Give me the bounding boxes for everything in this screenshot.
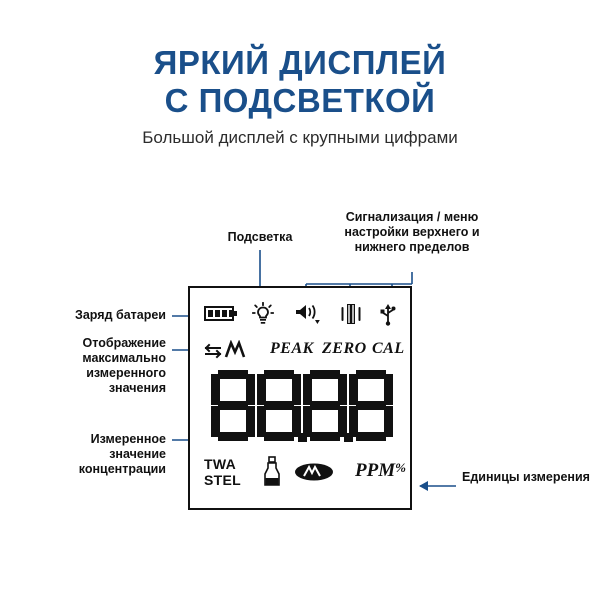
seven-segment-digit-4 <box>349 370 393 442</box>
zero-label: ZERO <box>322 340 367 357</box>
stel-label: STEL <box>204 472 241 488</box>
status-icon-row <box>190 300 414 334</box>
battery-icon <box>204 306 234 321</box>
page-subtitle: Большой дисплей с крупными цифрами <box>142 128 458 147</box>
units-ppm: PPM <box>355 460 396 481</box>
battery-level-bars <box>208 310 232 317</box>
device-display-panel <box>188 286 412 510</box>
twa-stel-labels <box>204 456 241 488</box>
title-line-1: ЯРКИЙ ДИСПЛЕЙ <box>153 44 447 81</box>
max-hold-icon <box>204 340 260 360</box>
speaker-icon <box>294 302 320 326</box>
vibration-icon <box>340 302 362 326</box>
units-percent: % <box>395 460 406 475</box>
twa-label: TWA <box>204 456 237 472</box>
title-line-2: С ПОДСВЕТКОЙ <box>164 82 436 119</box>
callout-units: Единицы измерения <box>462 470 590 484</box>
usb-icon <box>378 302 398 326</box>
seven-segment-digit-3 <box>303 370 347 442</box>
callout-measured-value: Измеренное значение концентрации <box>78 432 166 476</box>
callout-max-value: Отображение максимально измеренного значения <box>82 336 166 395</box>
manufacturer-logo-icon <box>294 462 334 482</box>
peak-label: PEAK <box>270 340 314 357</box>
seven-segment-digit-1 <box>211 370 255 442</box>
reading-digits <box>198 366 406 446</box>
cal-label: CAL <box>372 340 405 357</box>
callout-backlight: Подсветка <box>227 230 293 244</box>
units-label <box>355 460 406 482</box>
mode-indicator-row <box>190 338 414 362</box>
callout-battery: Заряд батареи <box>75 308 166 322</box>
callout-alarm-settings: Сигнализация / меню настройки верхнего и нижнего пределов <box>344 210 480 254</box>
bulb-icon <box>252 302 274 326</box>
page-title <box>0 44 600 120</box>
flask-icon <box>262 456 282 488</box>
bottom-indicator-row <box>190 454 414 504</box>
seven-segment-digit-2 <box>257 370 301 442</box>
